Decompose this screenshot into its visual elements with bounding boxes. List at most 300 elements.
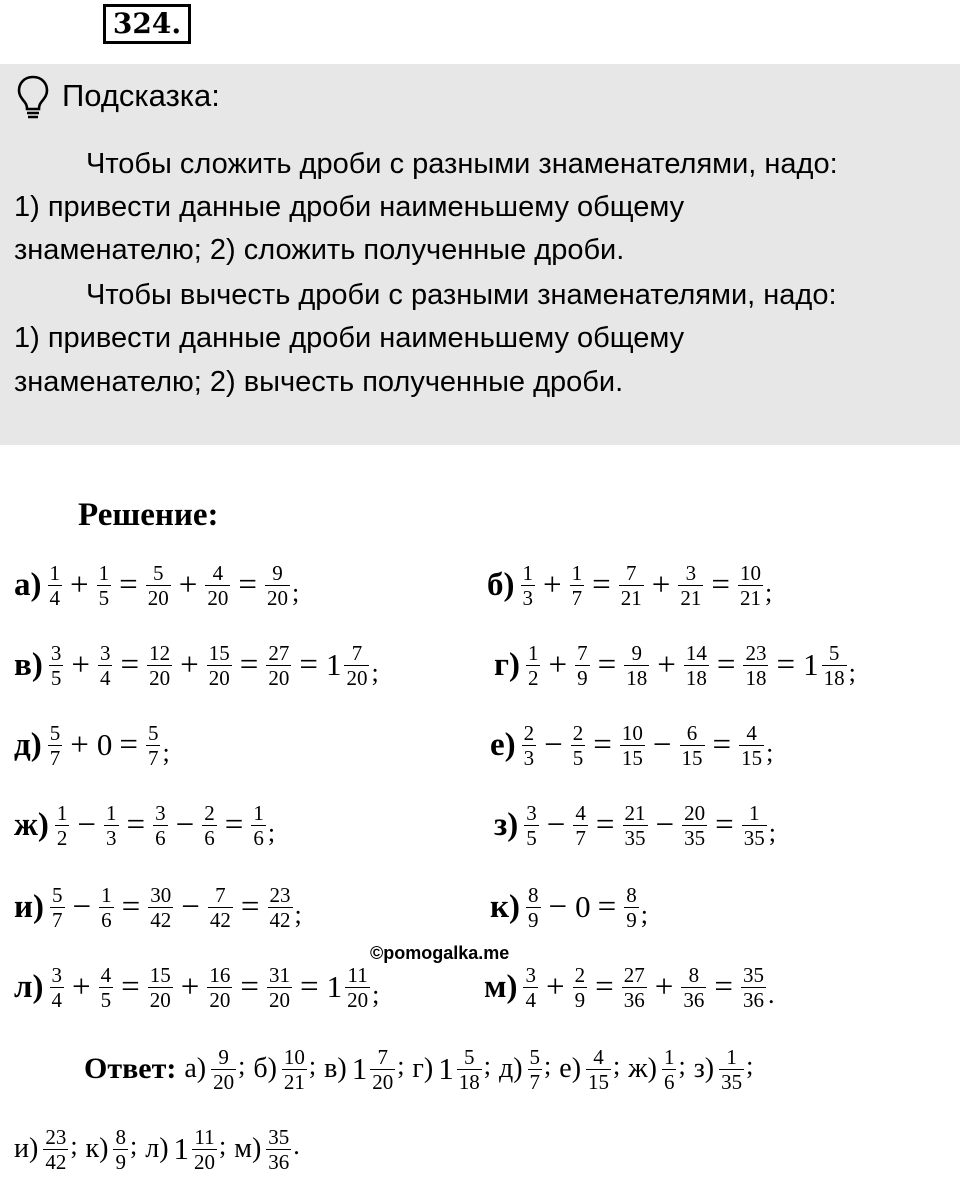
fraction	[457, 1046, 482, 1093]
whole-number: 1	[351, 1051, 368, 1086]
fraction	[50, 884, 65, 931]
fraction	[282, 1046, 307, 1093]
operator: +	[180, 968, 200, 1005]
equation-z	[494, 790, 776, 860]
answer-label: а)	[184, 1053, 207, 1084]
fraction	[622, 964, 647, 1011]
denominator: 36	[683, 987, 705, 1012]
equation-label: г)	[494, 646, 520, 683]
fraction	[345, 964, 370, 1011]
denominator: 36	[623, 987, 645, 1012]
operator: =	[592, 566, 611, 603]
operator: +	[654, 968, 674, 1005]
numerator: 27	[623, 962, 645, 987]
numerator: 16	[209, 962, 231, 987]
numerator: 1	[98, 560, 110, 585]
numerator: 30	[150, 882, 172, 907]
fraction	[146, 562, 171, 609]
fraction	[50, 964, 65, 1011]
separator: ;	[678, 1050, 686, 1080]
fraction	[113, 1126, 128, 1173]
operator: +	[72, 968, 91, 1005]
operator: +	[651, 566, 671, 603]
denominator: 4	[49, 585, 60, 610]
denominator: 7	[49, 745, 61, 770]
numerator: 15	[208, 640, 230, 665]
numerator: 5	[828, 640, 840, 665]
numerator: 2	[572, 720, 584, 745]
fraction	[147, 642, 172, 689]
numerator: 10	[283, 1044, 305, 1069]
operator: =	[595, 806, 615, 843]
fraction	[573, 964, 588, 1011]
fraction	[153, 802, 168, 849]
operator: =	[299, 646, 318, 683]
denominator: 36	[268, 1149, 290, 1174]
operator: =	[239, 646, 259, 683]
numerator: 10	[621, 720, 643, 745]
equation-m	[484, 952, 774, 1022]
denominator: 18	[685, 665, 707, 690]
numerator: 8	[528, 882, 539, 907]
equation-label: м)	[484, 968, 518, 1005]
denominator: 3	[106, 825, 117, 850]
operator: =	[776, 646, 796, 683]
fraction	[43, 1126, 68, 1173]
numerator: 2	[523, 720, 535, 745]
fraction	[202, 802, 217, 849]
fraction	[207, 642, 232, 689]
fraction	[822, 642, 847, 689]
numerator: 3	[685, 560, 697, 585]
fraction	[266, 642, 291, 689]
operator: =	[238, 566, 257, 603]
operator: =	[300, 968, 319, 1005]
numerator: 1	[527, 640, 539, 665]
operator: =	[121, 968, 140, 1005]
equation-g	[494, 630, 856, 700]
fraction	[370, 1046, 395, 1093]
numerator: 5	[529, 1044, 541, 1069]
numerator: 5	[52, 882, 63, 907]
separator: ;	[848, 658, 856, 687]
operator: +	[70, 566, 89, 603]
answer-title: Ответ:	[84, 1052, 177, 1085]
separator: ;	[397, 1050, 405, 1080]
denominator: 20	[208, 665, 230, 690]
operator: −	[544, 726, 563, 763]
fraction	[211, 1046, 236, 1093]
fraction	[739, 722, 764, 769]
denominator: 9	[115, 1149, 126, 1174]
operator: +	[180, 646, 199, 683]
operator: =	[711, 566, 730, 603]
fraction	[742, 802, 767, 849]
hint-title: Подсказка:	[62, 78, 220, 113]
separator: ;	[70, 1130, 78, 1160]
numerator: 7	[626, 560, 637, 585]
denominator: 21	[283, 1069, 305, 1094]
operator: −	[655, 806, 675, 843]
numerator: 3	[51, 962, 63, 987]
denominator: 20	[149, 665, 171, 690]
fraction	[682, 802, 707, 849]
denominator: 20	[213, 1069, 235, 1094]
fraction	[662, 1046, 677, 1093]
equation-k	[490, 872, 648, 942]
operator: =	[714, 968, 733, 1005]
denominator: 35	[624, 825, 646, 850]
numerator: 4	[746, 720, 757, 745]
answer-label: е)	[559, 1053, 582, 1084]
denominator: 20	[269, 987, 291, 1012]
numerator: 1	[253, 800, 264, 825]
separator: ;	[292, 578, 300, 607]
fraction	[524, 802, 539, 849]
operator: +	[657, 646, 676, 683]
denominator: 6	[101, 907, 112, 932]
fraction	[148, 884, 173, 931]
denominator: 20	[207, 585, 229, 610]
denominator: 5	[526, 825, 537, 850]
numerator: 6	[686, 720, 698, 745]
operator: =	[126, 806, 146, 843]
numerator: 9	[218, 1044, 229, 1069]
operator: =	[240, 888, 260, 925]
denominator: 20	[209, 987, 231, 1012]
denominator: 21	[620, 585, 642, 610]
fraction	[526, 642, 541, 689]
denominator: 20	[372, 1069, 394, 1094]
denominator: 5	[572, 745, 584, 770]
operator: +	[71, 646, 90, 683]
hint-line-1: Чтобы сложить дроби с разными знаменателями, надо:	[86, 148, 838, 180]
numerator: 3	[50, 640, 62, 665]
fraction	[49, 642, 64, 689]
problem-number: 324.	[103, 4, 191, 44]
fraction	[620, 722, 645, 769]
answer-label: к)	[85, 1133, 109, 1164]
numerator: 1	[663, 1044, 675, 1069]
numerator: 1	[749, 800, 760, 825]
numerator: 9	[272, 560, 283, 585]
equation-l	[14, 952, 379, 1022]
denominator: 18	[458, 1069, 480, 1094]
numerator: 2	[204, 800, 215, 825]
fraction	[523, 964, 538, 1011]
answer-items-1	[184, 1046, 753, 1093]
answer-label: и)	[14, 1133, 39, 1164]
fraction	[55, 802, 70, 849]
separator: ;	[372, 980, 380, 1009]
numerator: 8	[626, 882, 637, 907]
numerator: 3	[99, 640, 111, 665]
solution-title: Решение:	[78, 497, 219, 533]
numerator: 7	[577, 640, 588, 665]
answer-label: б)	[253, 1053, 277, 1084]
denominator: 35	[743, 825, 765, 850]
equation-v	[14, 630, 379, 700]
denominator: 7	[571, 585, 583, 610]
denominator: 15	[681, 745, 703, 770]
whole-number: 0	[96, 727, 113, 762]
separator: ;	[766, 738, 774, 767]
separator: ;	[765, 578, 773, 607]
fraction	[570, 562, 585, 609]
separator: ;	[129, 1130, 138, 1160]
equation-label: к)	[490, 888, 521, 925]
denominator: 6	[155, 825, 166, 850]
operator: −	[548, 888, 568, 925]
separator: ;	[640, 900, 648, 929]
separator: ;	[613, 1050, 621, 1080]
numerator: 3	[525, 962, 536, 987]
answer-label: ж)	[628, 1053, 657, 1084]
denominator: 3	[522, 585, 533, 610]
numerator: 2	[574, 962, 586, 987]
fraction	[48, 722, 63, 769]
separator: ;	[768, 818, 776, 847]
equation-label: е)	[490, 726, 516, 763]
answer-line-1	[84, 1034, 753, 1104]
fraction	[575, 642, 590, 689]
operator: =	[119, 566, 138, 603]
denominator: 4	[99, 665, 111, 690]
fraction	[678, 562, 703, 609]
numerator: 1	[56, 800, 68, 825]
fraction	[680, 722, 705, 769]
fraction	[741, 964, 766, 1011]
whole-number: 0	[575, 889, 591, 924]
numerator: 21	[624, 800, 646, 825]
fraction	[743, 642, 768, 689]
hint-line-4: Чтобы вычесть дроби с разными знаменателями, надо:	[86, 279, 837, 311]
denominator: 6	[204, 825, 215, 850]
answer-items-2	[14, 1126, 300, 1173]
operator: −	[181, 888, 200, 925]
operator: =	[240, 968, 260, 1005]
equation-a	[14, 550, 299, 620]
fraction	[586, 1046, 611, 1093]
denominator: 20	[149, 987, 171, 1012]
numerator: 27	[268, 640, 290, 665]
separator: ;	[544, 1050, 552, 1080]
numerator: 4	[593, 1044, 604, 1069]
separator: ;	[219, 1130, 227, 1160]
operator: =	[597, 646, 617, 683]
denominator: 9	[528, 907, 539, 932]
denominator: 4	[51, 987, 63, 1012]
fraction	[681, 964, 706, 1011]
whole-number: 1	[438, 1051, 454, 1086]
denominator: 7	[529, 1069, 541, 1094]
fraction	[99, 884, 114, 931]
denominator: 42	[269, 907, 291, 932]
denominator: 2	[527, 665, 539, 690]
fraction	[97, 562, 112, 609]
numerator: 5	[463, 1044, 475, 1069]
operator: +	[545, 968, 565, 1005]
fraction	[266, 1126, 291, 1173]
lightbulb-icon	[16, 74, 50, 120]
answer-label: м)	[234, 1133, 262, 1164]
fraction	[619, 562, 644, 609]
fraction	[146, 722, 161, 769]
separator: .	[293, 1130, 300, 1160]
denominator: 15	[588, 1069, 610, 1094]
fraction	[265, 562, 290, 609]
denominator: 7	[147, 745, 159, 770]
numerator: 5	[153, 560, 164, 585]
fraction	[208, 884, 233, 931]
numerator: 3	[526, 800, 537, 825]
fraction	[207, 964, 232, 1011]
operator: =	[715, 806, 734, 843]
denominator: 6	[663, 1069, 675, 1094]
denominator: 36	[742, 987, 764, 1012]
denominator: 20	[268, 665, 290, 690]
fraction	[205, 562, 230, 609]
denominator: 2	[56, 825, 68, 850]
equation-label: а)	[14, 566, 42, 603]
whole-number: 1	[173, 1131, 190, 1166]
whole-number: 1	[803, 647, 819, 682]
denominator: 42	[150, 907, 172, 932]
operator: =	[712, 726, 732, 763]
fraction	[267, 964, 292, 1011]
numerator: 8	[688, 962, 700, 987]
operator: =	[593, 726, 612, 763]
separator: ;	[308, 1050, 317, 1080]
numerator: 12	[149, 640, 171, 665]
fraction	[192, 1126, 217, 1173]
denominator: 3	[523, 745, 535, 770]
numerator: 9	[631, 640, 642, 665]
hint-line-2: 1) привести данные дроби наименьшему общему	[14, 191, 685, 223]
denominator: 5	[100, 987, 112, 1012]
denominator: 20	[194, 1149, 216, 1174]
fraction	[719, 1046, 744, 1093]
denominator: 21	[740, 585, 761, 610]
answer-label: г)	[412, 1053, 434, 1084]
denominator: 6	[253, 825, 264, 850]
numerator: 7	[351, 640, 363, 665]
numerator: 1	[726, 1044, 737, 1069]
denominator: 18	[626, 665, 648, 690]
operator: +	[543, 566, 562, 603]
separator: ;	[294, 900, 302, 929]
numerator: 7	[377, 1044, 388, 1069]
numerator: 4	[212, 560, 224, 585]
denominator: 9	[574, 987, 586, 1012]
operator: −	[72, 888, 92, 925]
whole-number: 1	[325, 647, 342, 682]
answer-label: з)	[693, 1053, 715, 1084]
denominator: 21	[680, 585, 702, 610]
operator: +	[70, 726, 89, 763]
denominator: 9	[626, 907, 637, 932]
numerator: 4	[575, 800, 586, 825]
equation-i	[14, 872, 302, 942]
numerator: 35	[742, 962, 764, 987]
equation-label: в)	[14, 646, 43, 683]
denominator: 20	[347, 987, 369, 1012]
fraction	[148, 964, 173, 1011]
operator: −	[77, 806, 97, 843]
operator: −	[175, 806, 195, 843]
separator: ;	[238, 1050, 246, 1080]
denominator: 20	[147, 585, 169, 610]
numerator: 31	[269, 962, 291, 987]
equation-label: д)	[14, 726, 42, 763]
answer-label: л)	[145, 1133, 169, 1164]
fraction	[624, 884, 639, 931]
numerator: 23	[45, 1124, 67, 1149]
numerator: 8	[115, 1124, 126, 1149]
fraction	[684, 642, 709, 689]
operator: −	[652, 726, 672, 763]
answer-line-2	[14, 1114, 300, 1184]
denominator: 35	[684, 825, 706, 850]
denominator: 42	[45, 1149, 67, 1174]
operator: =	[224, 806, 244, 843]
fraction	[522, 722, 537, 769]
hint-line-6: знаменателю; 2) вычесть полученные дроби.	[14, 366, 624, 398]
whole-number: 1	[326, 969, 343, 1004]
numerator: 23	[745, 640, 767, 665]
numerator: 23	[269, 882, 291, 907]
numerator: 1	[49, 560, 60, 585]
operator: =	[119, 726, 138, 763]
numerator: 14	[685, 640, 707, 665]
separator: ;	[483, 1050, 491, 1080]
equation-label: б)	[487, 566, 515, 603]
fraction	[738, 562, 763, 609]
denominator: 5	[50, 665, 62, 690]
fraction	[99, 964, 114, 1011]
denominator: 20	[267, 585, 288, 610]
denominator: 15	[741, 745, 763, 770]
answer-label: в)	[324, 1053, 347, 1084]
fraction	[526, 884, 541, 931]
numerator: 10	[740, 560, 761, 585]
denominator: 7	[52, 907, 63, 932]
hint-line-3: знаменателю; 2) сложить полученные дроби.	[14, 234, 625, 266]
answer-label: д)	[498, 1053, 523, 1084]
numerator: 1	[101, 882, 112, 907]
fraction	[268, 884, 293, 931]
numerator: 5	[147, 720, 159, 745]
denominator: 9	[577, 665, 588, 690]
fraction	[104, 802, 119, 849]
numerator: 1	[522, 560, 533, 585]
fraction	[48, 562, 63, 609]
operator: =	[121, 888, 141, 925]
fraction	[251, 802, 266, 849]
equation-label: л)	[14, 968, 44, 1005]
separator: ;	[162, 738, 170, 767]
numerator: 35	[268, 1124, 290, 1149]
denominator: 20	[346, 665, 368, 690]
fraction	[98, 642, 113, 689]
fraction	[344, 642, 369, 689]
denominator: 4	[525, 987, 536, 1012]
denominator: 15	[621, 745, 643, 770]
fraction	[571, 722, 586, 769]
numerator: 1	[571, 560, 583, 585]
operator: =	[597, 888, 617, 925]
equation-zh	[14, 790, 275, 860]
